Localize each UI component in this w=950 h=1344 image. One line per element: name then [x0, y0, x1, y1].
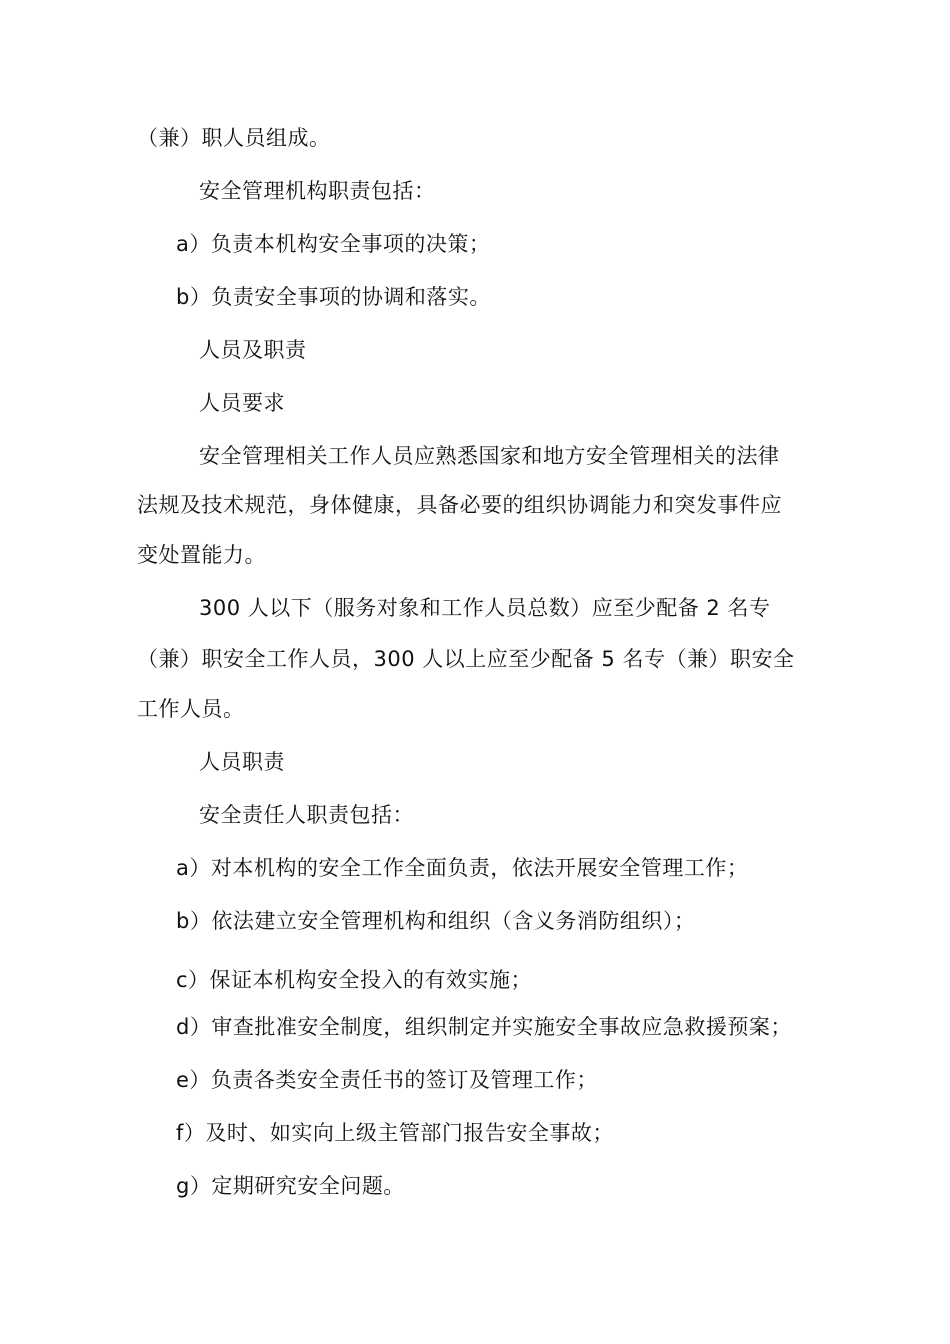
section-heading: 人员职责 [199, 750, 285, 774]
text-line: 变处置能力。 [137, 543, 266, 567]
list-item: g）定期研究安全问题。 [176, 1174, 405, 1198]
list-item: f）及时、如实向上级主管部门报告安全事故； [176, 1121, 614, 1145]
list-item: b）负责安全事项的协调和落实。 [176, 285, 491, 309]
text-line: （兼）职人员组成。 [137, 126, 331, 150]
list-item: d）审查批准安全制度，组织制定并实施安全事故应急救援预案； [176, 1015, 792, 1039]
list-item: a）负责本机构安全事项的决策； [176, 232, 491, 256]
text-line: 安全管理相关工作人员应熟悉国家和地方安全管理相关的法律 [199, 444, 780, 468]
section-heading: 人员及职责 [199, 338, 307, 362]
list-item: a）对本机构的安全工作全面负责，依法开展安全管理工作； [176, 856, 749, 880]
text-line: 安全管理机构职责包括： [199, 179, 436, 203]
list-item: b）依法建立安全管理机构和组织（含义务消防组织）； [176, 909, 696, 933]
text-line: 安全责任人职责包括： [199, 803, 414, 827]
text-line: 法规及技术规范，身体健康，具备必要的组织协调能力和突发事件应 [137, 493, 782, 517]
text-line: （兼）职安全工作人员，300 人以上应至少配备 5 名专（兼）职安全 [137, 647, 795, 671]
text-line: 工作人员。 [137, 697, 245, 721]
list-item: e）负责各类安全责任书的签订及管理工作； [176, 1068, 598, 1092]
section-heading: 人员要求 [199, 391, 285, 415]
text-line: 300 人以下（服务对象和工作人员总数）应至少配备 2 名专 [199, 596, 771, 620]
list-item: c）保证本机构安全投入的有效实施； [176, 968, 533, 992]
